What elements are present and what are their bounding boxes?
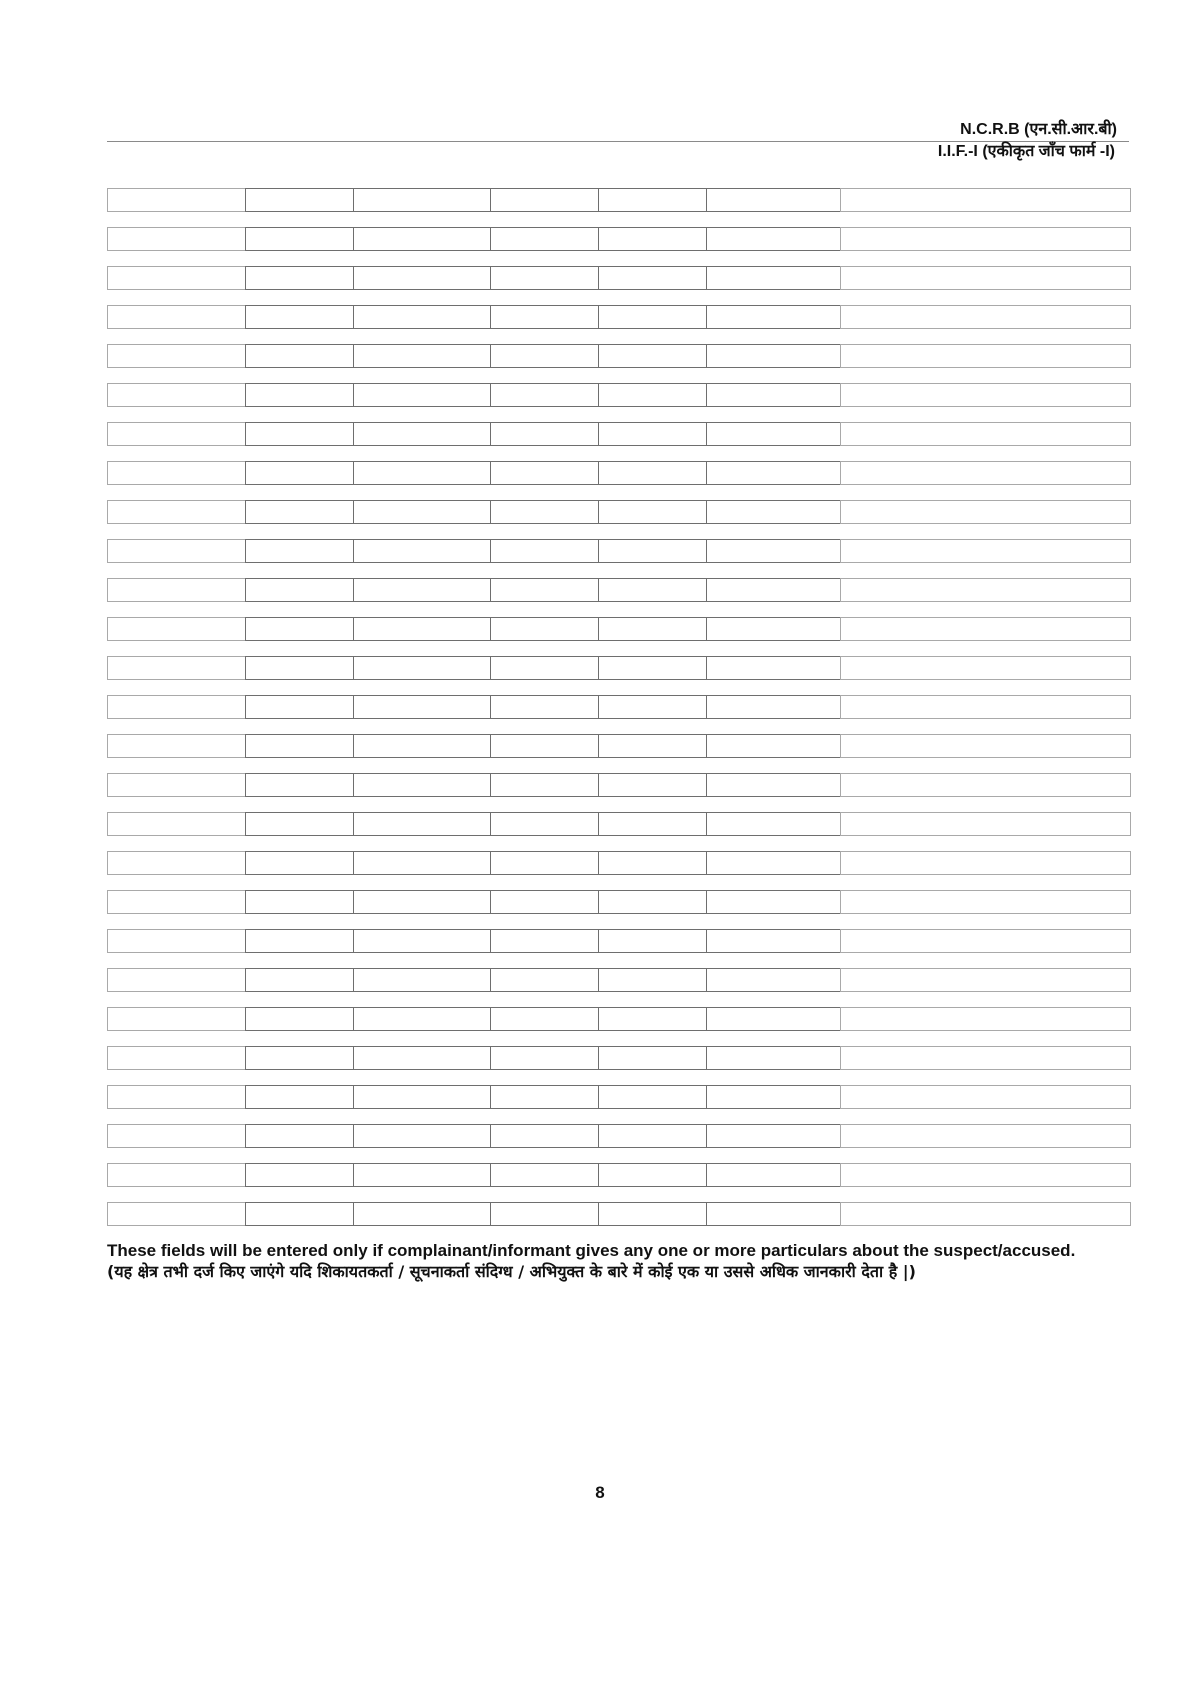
table-cell[interactable] [706,812,841,836]
table-cell[interactable] [706,1007,841,1031]
table-cell[interactable] [107,812,246,836]
table-cell[interactable] [107,383,246,407]
table-cell[interactable] [490,1124,599,1148]
table-row [107,1124,1131,1148]
table-cell[interactable] [107,539,246,563]
table-cell[interactable] [706,968,841,992]
table-cell[interactable] [840,1046,1131,1070]
table-cell[interactable] [245,851,354,875]
table-cell[interactable] [353,1046,491,1070]
table-cell[interactable] [598,617,707,641]
table-cell[interactable] [598,773,707,797]
table-cell[interactable] [706,461,841,485]
table-cell[interactable] [706,266,841,290]
table-cell[interactable] [490,773,599,797]
table-cell[interactable] [706,539,841,563]
table-cell[interactable] [245,227,354,251]
table-cell[interactable] [353,227,491,251]
table-cell[interactable] [706,188,841,212]
table-cell[interactable] [245,656,354,680]
table-cell[interactable] [706,1202,841,1226]
table-cell[interactable] [840,1007,1131,1031]
table-cell[interactable] [353,461,491,485]
table-row [107,1163,1131,1187]
table-cell[interactable] [490,1085,599,1109]
table-cell[interactable] [107,1124,246,1148]
table-cell[interactable] [107,851,246,875]
table-cell[interactable] [245,695,354,719]
table-cell[interactable] [598,461,707,485]
table-cell[interactable] [353,383,491,407]
table-cell[interactable] [706,617,841,641]
table-cell[interactable] [245,968,354,992]
table-cell[interactable] [353,812,491,836]
table-cell[interactable] [107,422,246,446]
table-cell[interactable] [598,1007,707,1031]
table-cell[interactable] [840,734,1131,758]
table-cell[interactable] [107,890,246,914]
table-cell[interactable] [107,734,246,758]
table-row [107,578,1131,602]
table-cell[interactable] [353,500,491,524]
table-cell[interactable] [706,734,841,758]
table-cell[interactable] [840,344,1131,368]
table-row [107,266,1131,290]
table-cell[interactable] [107,578,246,602]
table-cell[interactable] [840,461,1131,485]
table-cell[interactable] [490,539,599,563]
table-cell[interactable] [706,890,841,914]
table-cell[interactable] [706,1085,841,1109]
table-cell[interactable] [353,344,491,368]
table-cell[interactable] [107,188,246,212]
table-cell[interactable] [353,929,491,953]
table-cell[interactable] [245,1124,354,1148]
table-row [107,383,1131,407]
table-row [107,890,1131,914]
table-cell[interactable] [706,773,841,797]
table-cell[interactable] [840,1124,1131,1148]
table-cell[interactable] [598,929,707,953]
table-cell[interactable] [353,851,491,875]
table-cell[interactable] [107,344,246,368]
table-cell[interactable] [840,422,1131,446]
table-cell[interactable] [490,578,599,602]
table-cell[interactable] [598,305,707,329]
table-row [107,773,1131,797]
table-cell[interactable] [245,890,354,914]
table-cell[interactable] [840,305,1131,329]
table-cell[interactable] [598,1202,707,1226]
table-cell[interactable] [490,851,599,875]
table-cell[interactable] [706,344,841,368]
table-cell[interactable] [353,1202,491,1226]
table-cell[interactable] [107,695,246,719]
table-cell[interactable] [598,890,707,914]
table-row [107,1085,1131,1109]
table-cell[interactable] [490,617,599,641]
table-cell[interactable] [490,500,599,524]
table-cell[interactable] [706,851,841,875]
table-cell[interactable] [490,929,599,953]
table-row [107,422,1131,446]
table-cell[interactable] [598,422,707,446]
table-cell[interactable] [840,656,1131,680]
table-cell[interactable] [598,1085,707,1109]
table-cell[interactable] [245,500,354,524]
page-number: 8 [595,1483,605,1502]
table-cell[interactable] [107,1007,246,1031]
table-cell[interactable] [706,1046,841,1070]
table-cell[interactable] [490,422,599,446]
table-cell[interactable] [706,305,841,329]
table-cell[interactable] [245,734,354,758]
table-cell[interactable] [107,656,246,680]
table-cell[interactable] [598,695,707,719]
table-cell[interactable] [840,890,1131,914]
table-cell[interactable] [107,1202,246,1226]
table-cell[interactable] [840,929,1131,953]
table-cell[interactable] [840,1163,1131,1187]
table-cell[interactable] [490,890,599,914]
table-cell[interactable] [245,1085,354,1109]
table-cell[interactable] [353,773,491,797]
table-cell[interactable] [490,1202,599,1226]
table-cell[interactable] [598,656,707,680]
table-row [107,1202,1131,1226]
table-cell[interactable] [840,851,1131,875]
blank-entry-grid [107,188,1131,1241]
table-cell[interactable] [245,812,354,836]
table-cell[interactable] [353,617,491,641]
table-row [107,812,1131,836]
table-cell[interactable] [490,1046,599,1070]
table-cell[interactable] [840,695,1131,719]
table-cell[interactable] [840,1202,1131,1226]
table-cell[interactable] [706,383,841,407]
table-cell[interactable] [598,188,707,212]
table-cell[interactable] [840,1085,1131,1109]
form-title: I.I.F.-I (एकीकृत जाँच फार्म -I) [937,143,1115,160]
table-cell[interactable] [245,305,354,329]
table-row [107,461,1131,485]
table-cell[interactable] [245,383,354,407]
table-cell[interactable] [706,422,841,446]
table-cell[interactable] [353,890,491,914]
table-cell[interactable] [245,461,354,485]
table-cell[interactable] [353,578,491,602]
table-cell[interactable] [598,539,707,563]
table-cell[interactable] [353,695,491,719]
table-cell[interactable] [353,1085,491,1109]
table-cell[interactable] [706,695,841,719]
table-cell[interactable] [706,656,841,680]
table-cell[interactable] [490,656,599,680]
table-cell[interactable] [353,1007,491,1031]
table-cell[interactable] [490,695,599,719]
table-row [107,344,1131,368]
table-cell[interactable] [598,1124,707,1148]
table-cell[interactable] [490,968,599,992]
table-cell[interactable] [598,344,707,368]
table-row [107,617,1131,641]
table-cell[interactable] [598,851,707,875]
table-cell[interactable] [840,539,1131,563]
table-cell[interactable] [245,539,354,563]
table-cell[interactable] [840,188,1131,212]
table-cell[interactable] [598,500,707,524]
table-cell[interactable] [490,266,599,290]
table-cell[interactable] [490,812,599,836]
table-row [107,227,1131,251]
table-cell[interactable] [840,500,1131,524]
table-cell[interactable] [490,383,599,407]
table-cell[interactable] [840,617,1131,641]
table-cell[interactable] [598,812,707,836]
table-cell[interactable] [706,1163,841,1187]
table-cell[interactable] [490,227,599,251]
table-cell[interactable] [107,500,246,524]
table-cell[interactable] [245,617,354,641]
table-cell[interactable] [840,266,1131,290]
table-cell[interactable] [840,968,1131,992]
table-cell[interactable] [353,968,491,992]
table-cell[interactable] [353,266,491,290]
table-cell[interactable] [245,578,354,602]
table-cell[interactable] [490,1007,599,1031]
table-row [107,1046,1131,1070]
table-row [107,734,1131,758]
organization-title: N.C.R.B (एन.सी.आर.बी) [960,121,1117,138]
table-cell[interactable] [353,1124,491,1148]
table-row [107,539,1131,563]
table-cell[interactable] [107,1046,246,1070]
table-cell[interactable] [706,578,841,602]
table-cell[interactable] [107,617,246,641]
table-cell[interactable] [490,305,599,329]
table-row [107,968,1131,992]
table-row [107,305,1131,329]
table-cell[interactable] [840,578,1131,602]
table-row [107,695,1131,719]
table-row [107,851,1131,875]
footnote-hindi: (यह क्षेत्र तभी दर्ज किए जाएंगे यदि शिकायतकर्ता / सूचनाकर्ता संदिग्ध / अभियुक्त के बारे में कोई एक या उससे अधिक जानकारी देता है |) [107,1262,916,1281]
table-cell[interactable] [706,500,841,524]
table-cell[interactable] [353,305,491,329]
table-cell[interactable] [353,734,491,758]
table-row [107,656,1131,680]
table-cell[interactable] [245,929,354,953]
table-cell[interactable] [598,383,707,407]
table-cell[interactable] [107,266,246,290]
table-cell[interactable] [840,227,1131,251]
table-cell[interactable] [598,578,707,602]
table-cell[interactable] [245,422,354,446]
table-cell[interactable] [245,1046,354,1070]
table-cell[interactable] [245,1007,354,1031]
table-cell[interactable] [706,929,841,953]
table-cell[interactable] [840,773,1131,797]
table-cell[interactable] [598,968,707,992]
table-cell[interactable] [598,227,707,251]
table-cell[interactable] [490,1163,599,1187]
table-cell[interactable] [490,188,599,212]
table-row [107,188,1131,212]
table-cell[interactable] [107,227,246,251]
table-row [107,929,1131,953]
table-cell[interactable] [840,812,1131,836]
table-row [107,1007,1131,1031]
table-row [107,500,1131,524]
table-cell[interactable] [107,1163,246,1187]
table-cell[interactable] [353,422,491,446]
table-cell[interactable] [353,539,491,563]
table-cell[interactable] [598,1163,707,1187]
table-cell[interactable] [245,1202,354,1226]
table-cell[interactable] [245,344,354,368]
footnote [107,1240,1147,1283]
table-cell[interactable] [840,383,1131,407]
footnote-english: These fields will be entered only if complainant/informant gives any one or more particulars about the suspect/accused. [107,1241,1076,1260]
page-header [107,120,1129,162]
table-cell[interactable] [245,188,354,212]
table-cell[interactable] [107,1085,246,1109]
table-cell[interactable] [107,305,246,329]
table-cell[interactable] [598,1046,707,1070]
table-cell[interactable] [107,929,246,953]
table-cell[interactable] [598,734,707,758]
table-cell[interactable] [245,1163,354,1187]
table-cell[interactable] [353,188,491,212]
table-cell[interactable] [706,227,841,251]
table-cell[interactable] [107,773,246,797]
table-cell[interactable] [245,266,354,290]
table-cell[interactable] [353,1163,491,1187]
table-cell[interactable] [706,1124,841,1148]
table-cell[interactable] [490,461,599,485]
table-cell[interactable] [490,734,599,758]
table-cell[interactable] [107,968,246,992]
table-cell[interactable] [598,266,707,290]
table-cell[interactable] [490,344,599,368]
table-cell[interactable] [245,773,354,797]
table-cell[interactable] [107,461,246,485]
table-cell[interactable] [353,656,491,680]
